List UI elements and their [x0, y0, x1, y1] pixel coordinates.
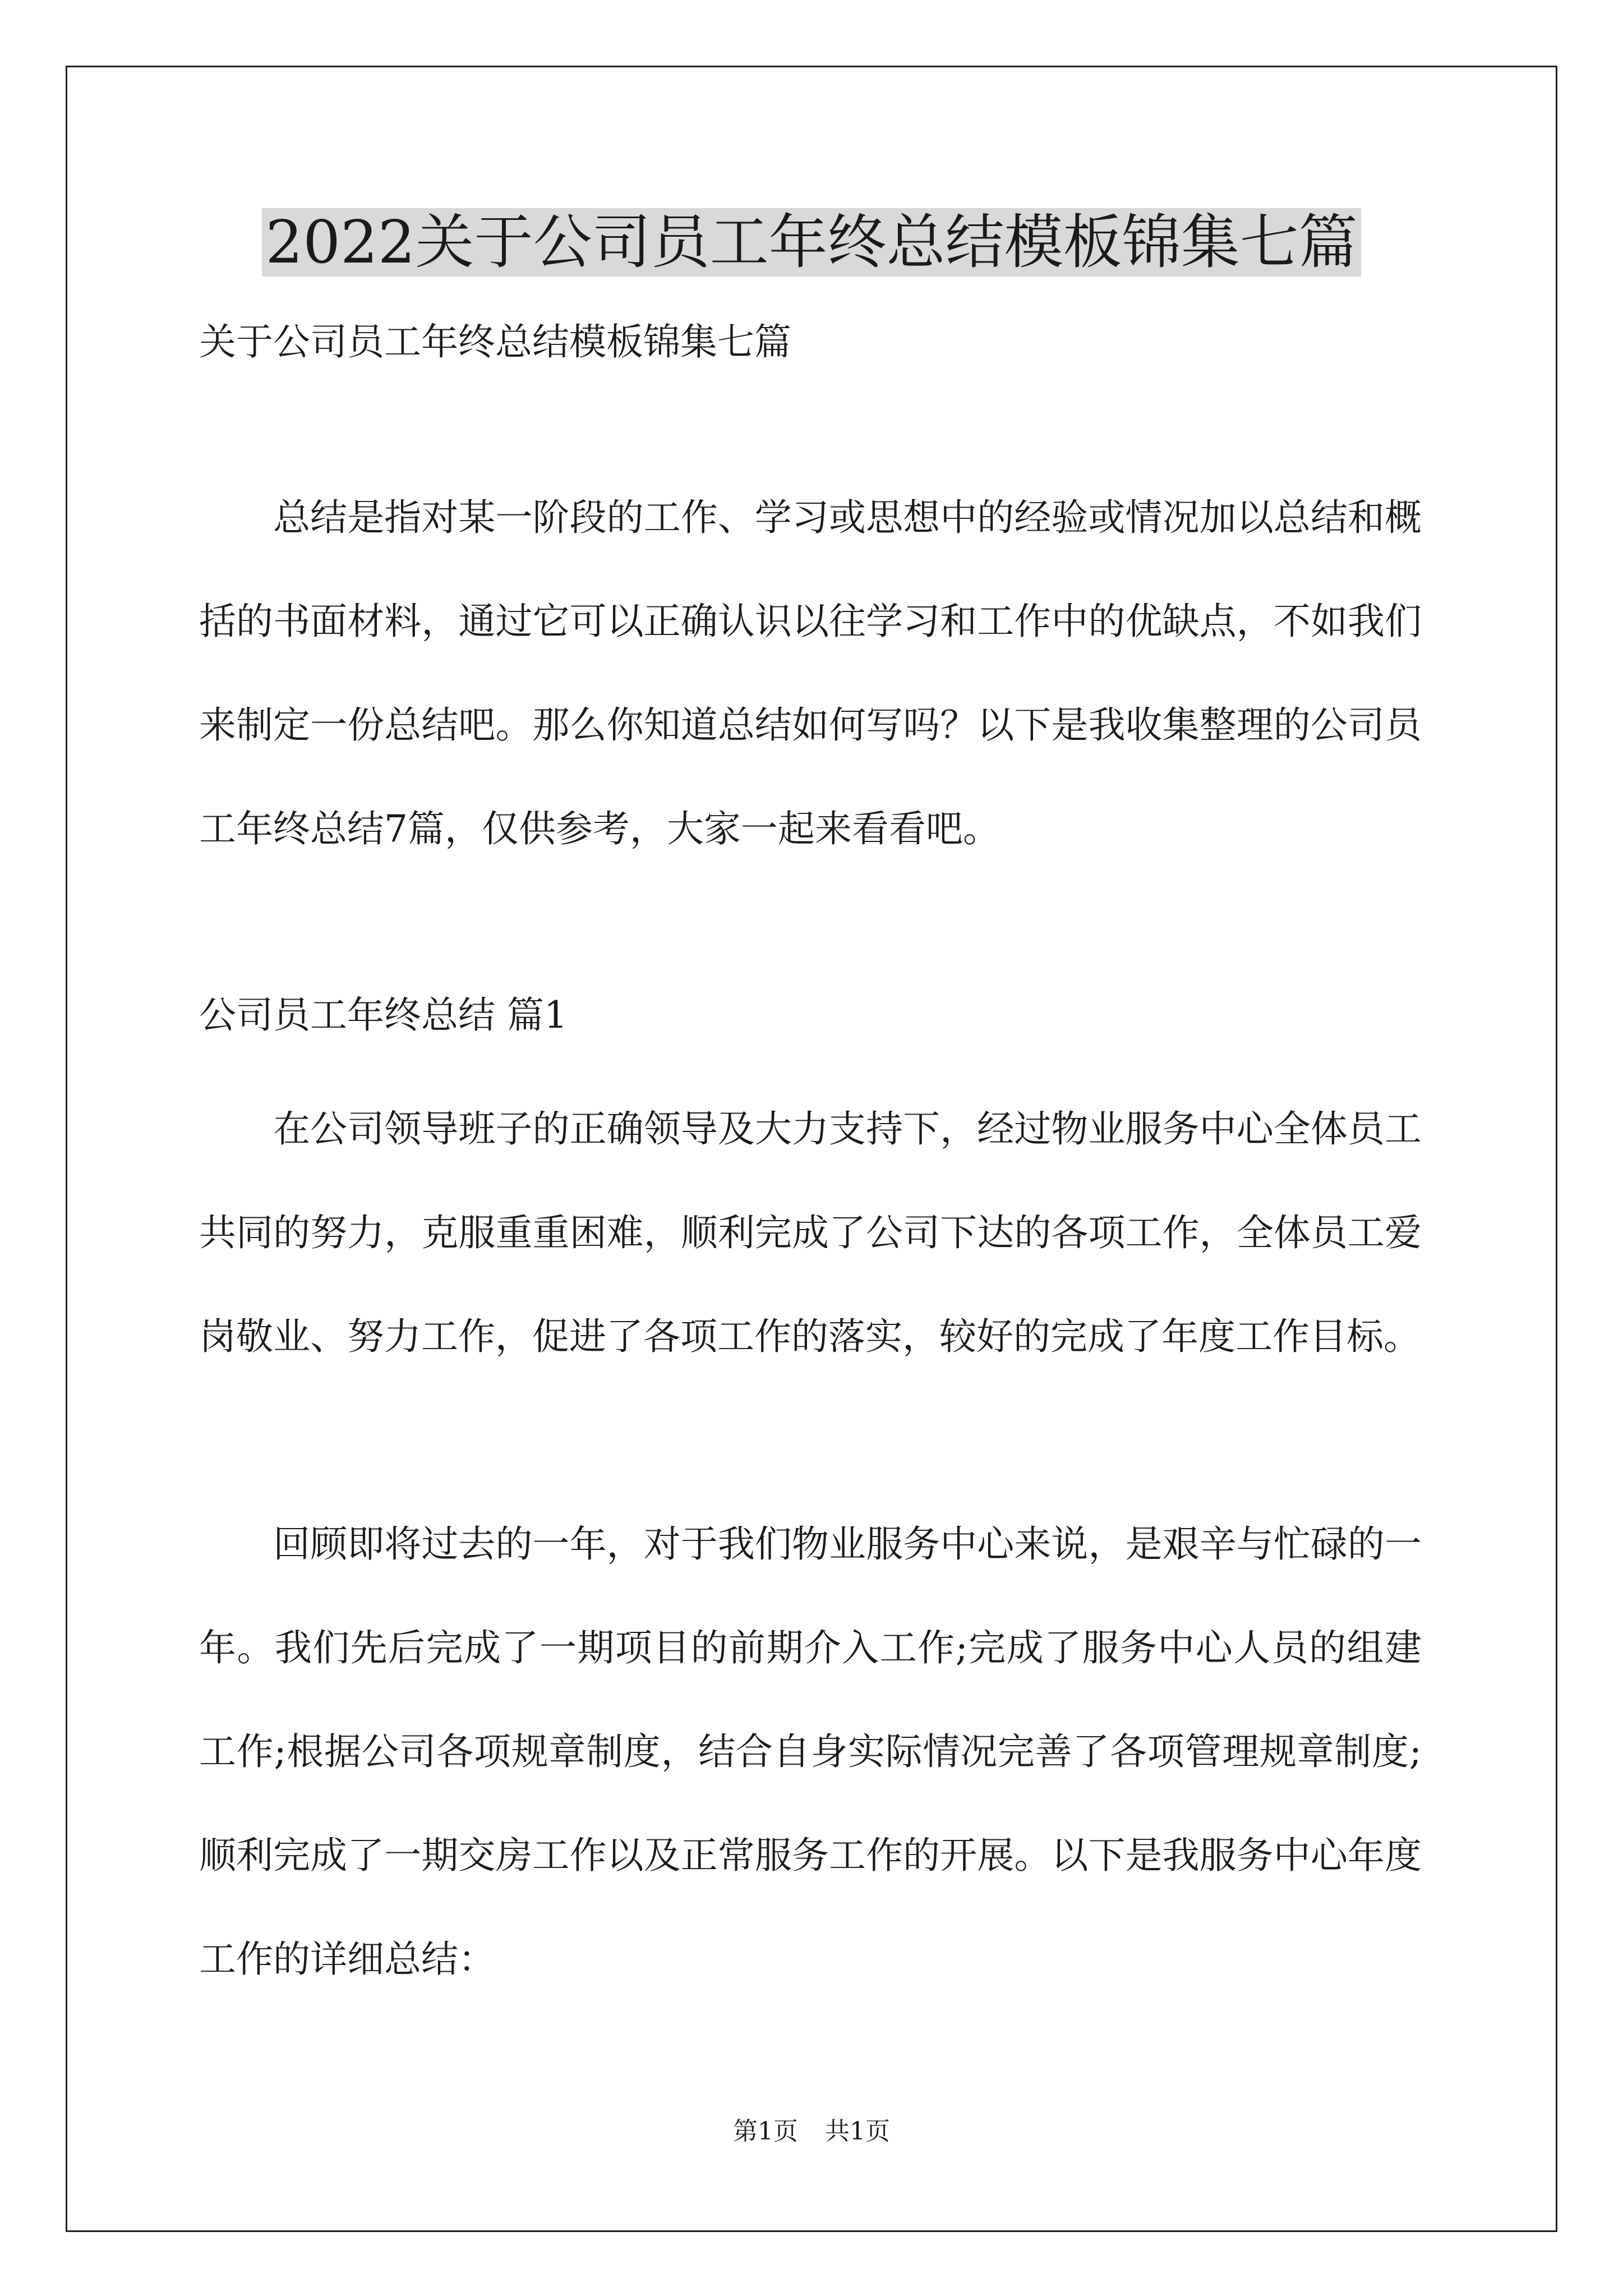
intro-paragraph — [199, 466, 1422, 881]
document-title-text: 2022关于公司员工年终总结模板锦集七篇 — [262, 208, 1361, 277]
body-paragraph-2 — [199, 1492, 1422, 2011]
page-number-total: 共1页 — [825, 2117, 890, 2146]
section-heading: 公司员工年终总结 篇1 — [199, 993, 568, 1037]
body-paragraph-2-text: 回顾即将过去的一年，对于我们物业服务中心来说，是艰辛与忙碌的一年。我们先后完成了一期项目的前期介入工作;完成了服务中心人员的组建工作;根据公司各项规章制度，结合自身实际情况完善了各项管理规章制度;顺利完成了一期交房工作以及正常服务工作的开展。以下是我服务中心年度工作的详细总结： — [199, 1522, 1422, 1981]
document-title — [0, 203, 1623, 282]
page-footer — [0, 2115, 1623, 2148]
body-paragraph-1 — [199, 1077, 1422, 1388]
document-subtitle: 关于公司员工年终总结模板锦集七篇 — [199, 320, 791, 364]
page-number-current: 第1页 — [733, 2117, 798, 2146]
body-paragraph-1-text: 在公司领导班子的正确领导及大力支持下，经过物业服务中心全体员工共同的努力，克服重重困难，顺利完成了公司下达的各项工作，全体员工爱岗敬业、努力工作，促进了各项工作的落实，较好的完成了年度工作目标。 — [199, 1107, 1422, 1358]
intro-paragraph-text: 总结是指对某一阶段的工作、学习或思想中的经验或情况加以总结和概括的书面材料，通过它可以正确认识以往学习和工作中的优缺点，不如我们来制定一份总结吧。那么你知道总结如何写吗？以下是我收集整理的公司员工年终总结7篇，仅供参考，大家一起来看看吧。 — [199, 496, 1422, 850]
